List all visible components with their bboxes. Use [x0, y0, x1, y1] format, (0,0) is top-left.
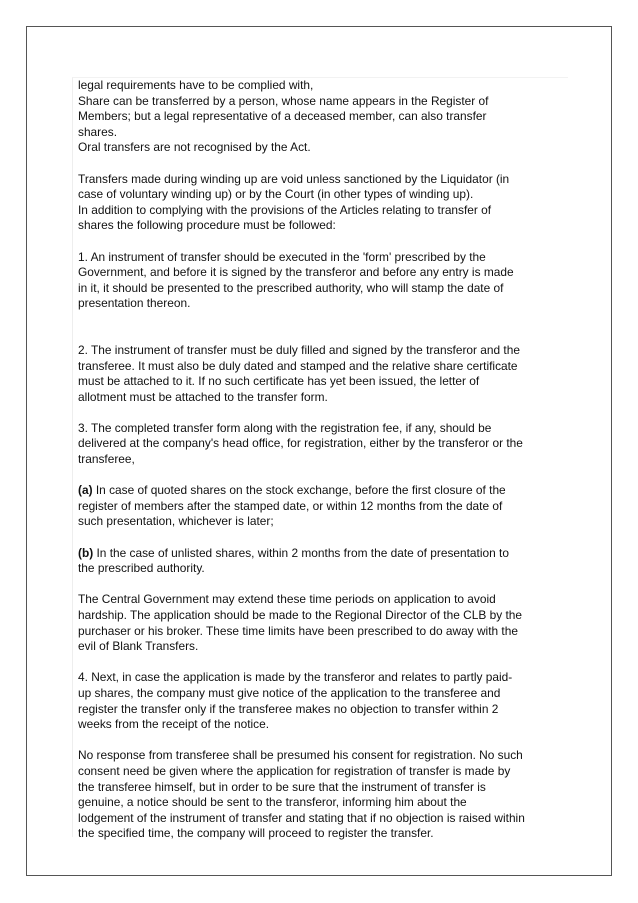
- item-label: (a): [78, 483, 93, 498]
- text-line: transferee. It must also be duly dated and stamped and the relative share certificate: [78, 358, 518, 373]
- text-line: purchaser or his broker. These time limits have been prescribed to do away with the: [78, 623, 518, 638]
- text-line: in it, it should be presented to the prescribed authority, who will stamp the date of: [78, 280, 504, 295]
- text-line: the transferee himself, but in order to be sure that the instrument of transfer is: [78, 779, 486, 794]
- text-line: 3. The completed transfer form along with the registration fee, if any, should be: [78, 420, 492, 435]
- text-span: In the case of unlisted shares, within 2 months from the date of presentation to: [93, 545, 509, 560]
- text-line: up shares, the company must give notice of the application to the transferee and: [78, 685, 501, 700]
- item-label: (b): [78, 545, 94, 560]
- text-line: 4. Next, in case the application is made by the transferor and relates to partly paid-: [78, 670, 513, 685]
- text-line: Share can be transferred by a person, whose name appears in the Register of: [78, 93, 489, 108]
- text-line: lodgement of the instrument of transfer and stating that if no objection is raised within: [78, 810, 525, 825]
- text-line: case of voluntary winding up) or by the Court (in other types of winding up).: [78, 187, 474, 202]
- text-line: transferee,: [78, 452, 135, 467]
- text-line: No response from transferee shall be presumed his consent for registration. No such: [78, 748, 523, 763]
- text-line: The Central Government may extend these time periods on application to avoid: [78, 592, 496, 607]
- text-line: register of members after the stamped date, or within 12 months from the date of: [78, 498, 503, 513]
- text-line: [78, 546, 568, 562]
- text-line: [78, 483, 568, 499]
- text-line: presentation thereon.: [78, 296, 191, 311]
- text-line: evil of Blank Transfers.: [78, 639, 199, 654]
- text-line: 2. The instrument of transfer must be duly filled and signed by the transferor and the: [78, 342, 520, 357]
- text-line: delivered at the company's head office, for registration, either by the transferor or the: [78, 436, 523, 451]
- text-line: weeks from the receipt of the notice.: [78, 717, 270, 732]
- text-line: such presentation, whichever is later;: [78, 514, 274, 529]
- text-span: In case of quoted shares on the stock exchange, before the first closure of the: [92, 483, 506, 498]
- text-line: genuine, a notice should be sent to the transferor, informing him about the: [78, 795, 467, 810]
- text-line: the prescribed authority.: [78, 561, 205, 576]
- text-line: hardship. The application should be made to the Regional Director of the CLB by the: [78, 608, 522, 622]
- text-line: legal requirements have to be complied with,: [78, 78, 314, 92]
- text-line: Government, and before it is signed by the transferor and before any entry is made: [78, 265, 514, 280]
- text-line: 1. An instrument of transfer should be executed in the 'form' prescribed by the: [78, 249, 486, 264]
- text-line: consent need be given where the application for registration of transfer is made by: [78, 763, 511, 778]
- text-line: Members; but a legal representative of a deceased member, can also transfer: [78, 109, 487, 124]
- text-line: Transfers made during winding up are void unless sanctioned by the Liquidator (in: [78, 171, 510, 186]
- text-line: register the transfer only if the transferee makes no objection to transfer within 2: [78, 701, 499, 716]
- text-line: must be attached to it. If no such certificate has yet been issued, the letter of: [78, 374, 480, 389]
- text-line: shares the following procedure must be followed:: [78, 218, 336, 233]
- document-body: [72, 77, 568, 841]
- text-line: In addition to complying with the provisions of the Articles relating to transfer of: [78, 202, 492, 217]
- text-line: the specified time, the company will proceed to register the transfer.: [78, 826, 434, 841]
- text-line: allotment must be attached to the transfer form.: [78, 389, 328, 404]
- text-line: Oral transfers are not recognised by the Act.: [78, 140, 311, 155]
- text-line: shares.: [78, 124, 117, 139]
